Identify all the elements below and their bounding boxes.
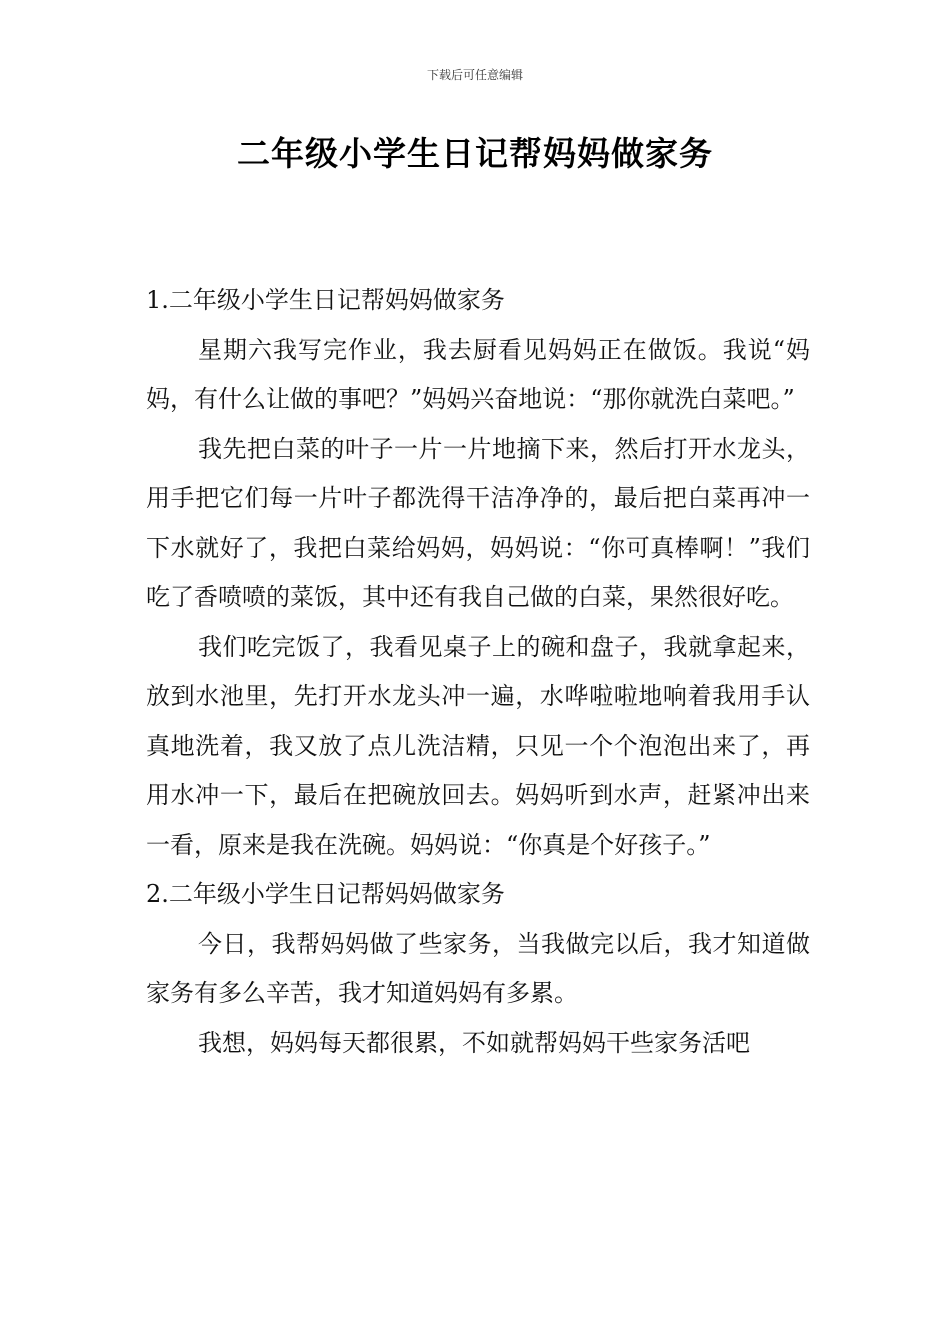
section-1-paragraph-2: 我先把白菜的叶子一片一片地摘下来，然后打开水龙头，用手把它们每一片叶子都洗得干洁净净的，最后把白菜再冲一下水就好了，我把白菜给妈妈，妈妈说：“你可真棒啊！”我们吃了香喷喷的菜饭，其中还有我自己做的白菜，果然很好吃。 [146,434,810,611]
section-heading-1: 1.二年级小学生日记帮妈妈做家务 [146,286,505,314]
section-1-paragraph-1: 星期六我写完作业，我去厨看见妈妈正在做饭。我说“妈妈，有什么让做的事吧？”妈妈兴奋地说：“那你就洗白菜吧。” [146,335,810,413]
section-1-paragraph-3: 我们吃完饭了，我看见桌子上的碗和盘子，我就拿起来，放到水池里，先打开水龙头冲一遍，水哗啦啦地响着我用手认真地洗着，我又放了点儿洗洁精，只见一个个泡泡出来了，再用水冲一下，最后在把碗放回去。妈妈听到水声，赶紧冲出来一看，原来是我在洗碗。妈妈说：“你真是个好孩子。” [146,632,810,859]
header-note: 下载后可任意编辑 [426,68,523,82]
section-2-paragraph-2: 我想，妈妈每天都很累，不如就帮妈妈干些家务活吧 [198,1028,750,1057]
section-heading-2: 2.二年级小学生日记帮妈妈做家务 [146,880,505,908]
document-title: 二年级小学生日记帮妈妈做家务 [237,134,713,173]
document-body [146,276,810,1068]
section-2-paragraph-1: 今日，我帮妈妈做了些家务，当我做完以后，我才知道做家务有多么辛苦，我才知道妈妈有多累。 [146,929,810,1007]
